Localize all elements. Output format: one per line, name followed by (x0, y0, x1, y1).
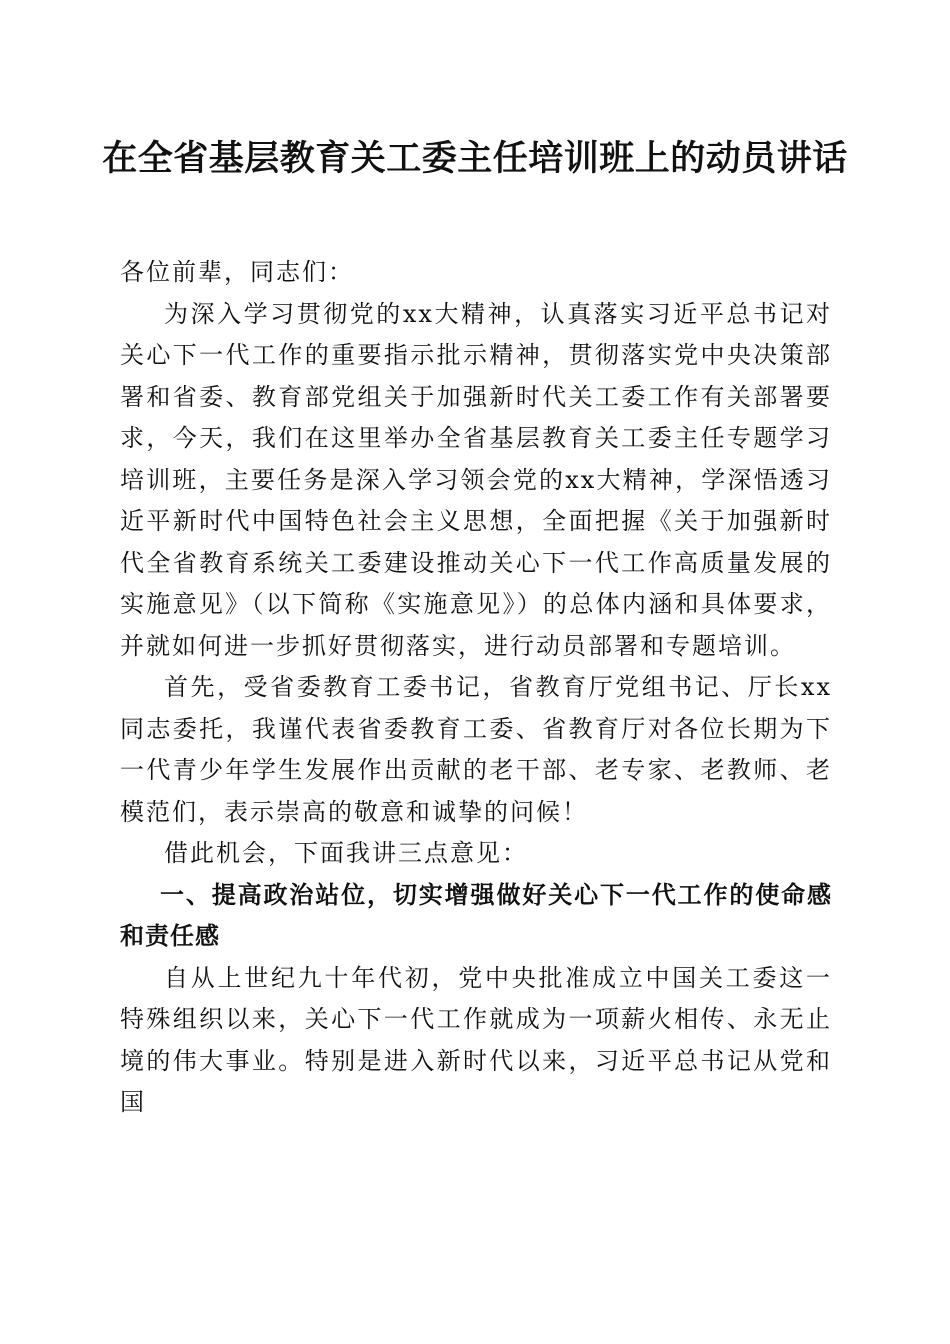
paragraph-greeting: 首先，受省委教育工委书记，省教育厅党组书记、厅长xx同志委托，我谨代表省委教育工委、省教育厅对各位长期为下一代青少年学生发展作出贡献的老干部、老专家、老教师、老模范们，表示崇高的敬意和诚挚的问候！ (120, 673, 832, 826)
paragraph-intro: 为深入学习贯彻党的xx大精神，认真落实习近平总书记对关心下一代工作的重要指示批示精神，贯彻落实党中央决策部署和省委、教育部党组关于加强新时代关工委工作有关部署要求，今天，我们在这里举办全省基层教育关工委主任专题学习培训班，主要任务是深入学习领会党的xx大精神，学深悟透习近平新时代中国特色社会主义思想，全面把握《关于加强新时代全省教育系统关工委建设推动关心下一代工作高质量发展的实施意见》（以下简称《实施意见》）的总体内涵和具体要求，并就如何进一步抓好贯彻落实，进行动员部署和专题培训。 (120, 299, 832, 660)
document-body (120, 252, 832, 1124)
salutation: 各位前辈，同志们： (120, 258, 354, 286)
section-heading-1: 一、提高政治站位，切实增强做好关心下一代工作的使命感和责任感 (120, 880, 832, 950)
document-title: 在全省基层教育关工委主任培训班上的动员讲话 (102, 138, 848, 179)
paragraph-section-1: 自从上世纪九十年代初，党中央批准成立中国关工委这一特殊组织以来，关心下一代工作就成为一项薪火相传、永无止境的伟大事业。特别是进入新时代以来，习近平总书记从党和国 (120, 963, 832, 1116)
paragraph-transition: 借此机会，下面我讲三点意见： (164, 839, 528, 867)
